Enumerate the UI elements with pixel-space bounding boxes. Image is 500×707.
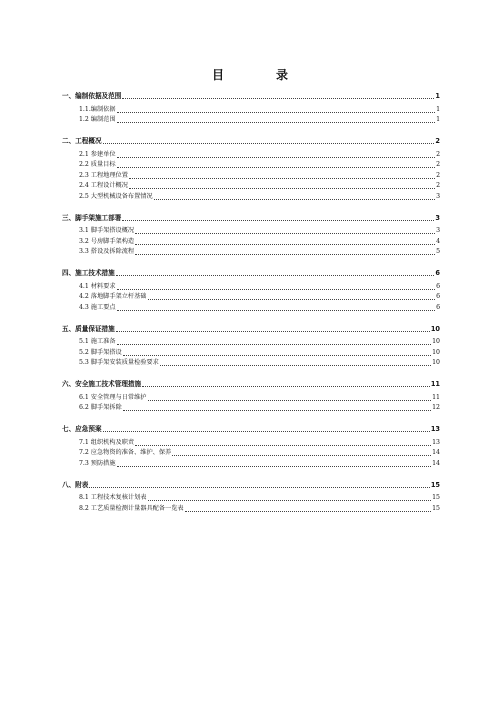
toc-page-number: 1 [435,92,440,100]
toc-subsection-entry[interactable] [62,181,440,192]
dot-leader [154,198,435,200]
toc-subsection-entry[interactable] [62,149,440,160]
toc-entry-label: 5.3 脚手架安装质量检验要求 [79,359,159,366]
dot-leader [123,354,431,356]
dot-leader [117,309,436,311]
toc-entry-label: 7.3 预防措施 [79,459,116,467]
toc-subsection-entry[interactable] [62,104,440,115]
toc-entry-label: 6.1 安全管理与日常维护 [79,393,147,401]
toc-entry-label: 四、施工技术措施 [62,269,115,277]
dot-leader [135,253,435,255]
dot-leader [135,243,435,245]
toc-subsection-entry[interactable] [62,337,440,348]
toc-page-number: 3 [436,192,440,200]
toc-page-number: 11 [432,393,440,401]
toc-entry-label: 7.1 组织机构及职责 [79,438,135,446]
toc-page-number: 13 [432,438,440,446]
toc-entry-label: 4.3 施工要点 [79,303,116,311]
toc-page-number: 1 [436,105,440,113]
toc-entry-label: 2.3 工程地理位置 [79,171,128,179]
dot-leader [117,166,436,168]
toc-section [62,477,440,514]
dot-leader [148,298,436,300]
dot-leader [148,399,432,401]
toc-chapter-entry[interactable] [62,88,440,101]
toc-page-number: 10 [430,324,440,333]
dot-leader [116,330,430,332]
dot-leader [116,274,435,276]
toc-subsection-entry[interactable] [62,437,440,448]
toc-page-number: 6 [436,282,440,290]
toc-entry-label: 3.1 脚手架搭设概况 [79,227,135,234]
toc-page-number: 2 [436,161,440,168]
toc-page-number: 15 [432,494,440,501]
dot-leader [103,142,435,144]
dot-leader [129,177,435,179]
toc-page-number: 13 [430,425,440,433]
toc-chapter-entry[interactable] [62,265,440,278]
dot-leader [135,444,431,446]
page-title: 目 录 [211,68,308,82]
toc-entry-label: 2.2 质量目标 [79,161,116,168]
dot-leader [142,385,430,387]
toc-chapter-entry[interactable] [62,321,440,334]
dot-leader [122,97,434,99]
toc-page-number: 10 [432,359,440,366]
toc-page-number: 10 [432,338,440,345]
toc-page-number: 15 [432,504,440,512]
toc-subsection-entry[interactable] [62,292,440,303]
toc-subsection-entry[interactable] [62,302,440,313]
toc-subsection-entry[interactable] [62,226,440,237]
toc-page-number: 14 [432,449,440,456]
toc-entry-label: 七、应急预案 [62,425,102,433]
toc-page-number: 11 [430,380,440,388]
toc-page-number: 4 [436,237,440,245]
toc-subsection-entry[interactable] [62,160,440,171]
dot-leader [117,121,436,123]
toc-page-number: 6 [435,269,440,277]
dot-leader [117,156,436,158]
toc-entry-label: 5.1 施工准备 [79,338,116,345]
dot-leader [123,409,431,411]
toc-page-number: 6 [436,303,440,311]
toc-section [62,376,440,413]
toc-entry-label: 8.1 工程技术复核计划表 [79,494,147,501]
toc-entry-label: 六、安全施工技术管理措施 [62,380,142,388]
toc-entry-label: 4.1 材料要求 [79,282,116,290]
dot-leader [89,486,429,488]
toc-page-number: 1 [436,116,440,123]
toc-subsection-entry[interactable] [62,347,440,358]
toc-subsection-entry[interactable] [62,191,440,202]
toc-page-number: 5 [436,248,440,255]
toc-entry-label: 二、工程概况 [62,137,102,145]
toc-entry-label: 五、质量保证措施 [62,324,115,333]
dot-leader [117,465,432,467]
toc-page-number: 3 [435,213,440,222]
toc-entry-label: 4.2 落地脚手架立杆基础 [79,293,147,300]
toc-section [62,133,440,202]
toc-page-number: 2 [436,171,440,179]
toc-page-number: 14 [432,459,440,467]
toc-subsection-entry[interactable] [62,493,440,504]
toc-page-number: 12 [432,404,440,411]
toc-page-number: 2 [435,137,440,145]
toc-chapter-entry[interactable] [62,210,440,223]
toc-chapter-entry[interactable] [62,133,440,146]
toc-entry-label: 八、附表 [62,480,89,489]
dot-leader [117,111,436,113]
toc-entry-label: 一、编制依据及范围 [62,92,122,100]
toc-page-number: 2 [436,150,440,158]
toc-section [62,210,440,258]
toc-entry-label: 2.5 大型机械设备布置情况 [79,192,153,200]
toc-entry-label: 7.2 应急物资的准备、维护、保养 [79,449,172,456]
toc-page-number: 2 [436,182,440,189]
dot-leader [129,187,435,189]
toc-section [62,265,440,313]
dot-leader [117,343,432,345]
toc-page-number: 3 [436,227,440,234]
toc-subsection-entry[interactable] [62,115,440,126]
dot-leader [185,510,432,512]
toc-chapter-entry[interactable] [62,477,440,490]
toc-entry-label: 1.1.编制依据 [79,105,116,113]
toc-entry-label: 5.2 脚手架搭设 [79,348,122,356]
toc-section [62,421,440,469]
toc-subsection-entry[interactable] [62,403,440,414]
toc-page-number: 15 [430,480,440,489]
toc-entry-label: 6.2 脚手架拆除 [79,404,122,411]
toc-entry-label: 1.2 编制范围 [79,116,116,123]
toc-entry-label: 三、脚手架施工部署 [62,213,122,222]
dot-leader [117,288,436,290]
toc-subsection-entry[interactable] [62,392,440,403]
dot-leader [160,364,431,366]
dot-leader [103,430,430,432]
table-of-contents [62,88,440,522]
toc-entry-label: 8.2 工艺质量检测计量器具配备一览表 [79,504,184,512]
dot-leader [122,219,434,221]
toc-subsection-entry[interactable] [62,281,440,292]
toc-chapter-entry[interactable] [62,376,440,389]
toc-section [62,88,440,125]
toc-section [62,321,440,369]
toc-chapter-entry[interactable] [62,421,440,434]
toc-subsection-entry[interactable] [62,170,440,181]
toc-page-number: 10 [432,348,440,356]
toc-subsection-entry[interactable] [62,247,440,258]
toc-subsection-entry[interactable] [62,236,440,247]
dot-leader [172,454,431,456]
toc-subsection-entry[interactable] [62,458,440,469]
toc-subsection-entry[interactable] [62,448,440,459]
dot-leader [135,232,435,234]
dot-leader [148,499,432,501]
toc-subsection-entry[interactable] [62,503,440,514]
toc-entry-label: 3.3 搭设及拆除流程 [79,248,135,255]
toc-subsection-entry[interactable] [62,358,440,369]
toc-entry-label: 2.4 工程设计概况 [79,182,128,189]
toc-entry-label: 3.2 号房脚手架构造 [79,237,135,245]
toc-entry-label: 2.1 参建单位 [79,150,116,158]
toc-page-number: 6 [436,293,440,300]
